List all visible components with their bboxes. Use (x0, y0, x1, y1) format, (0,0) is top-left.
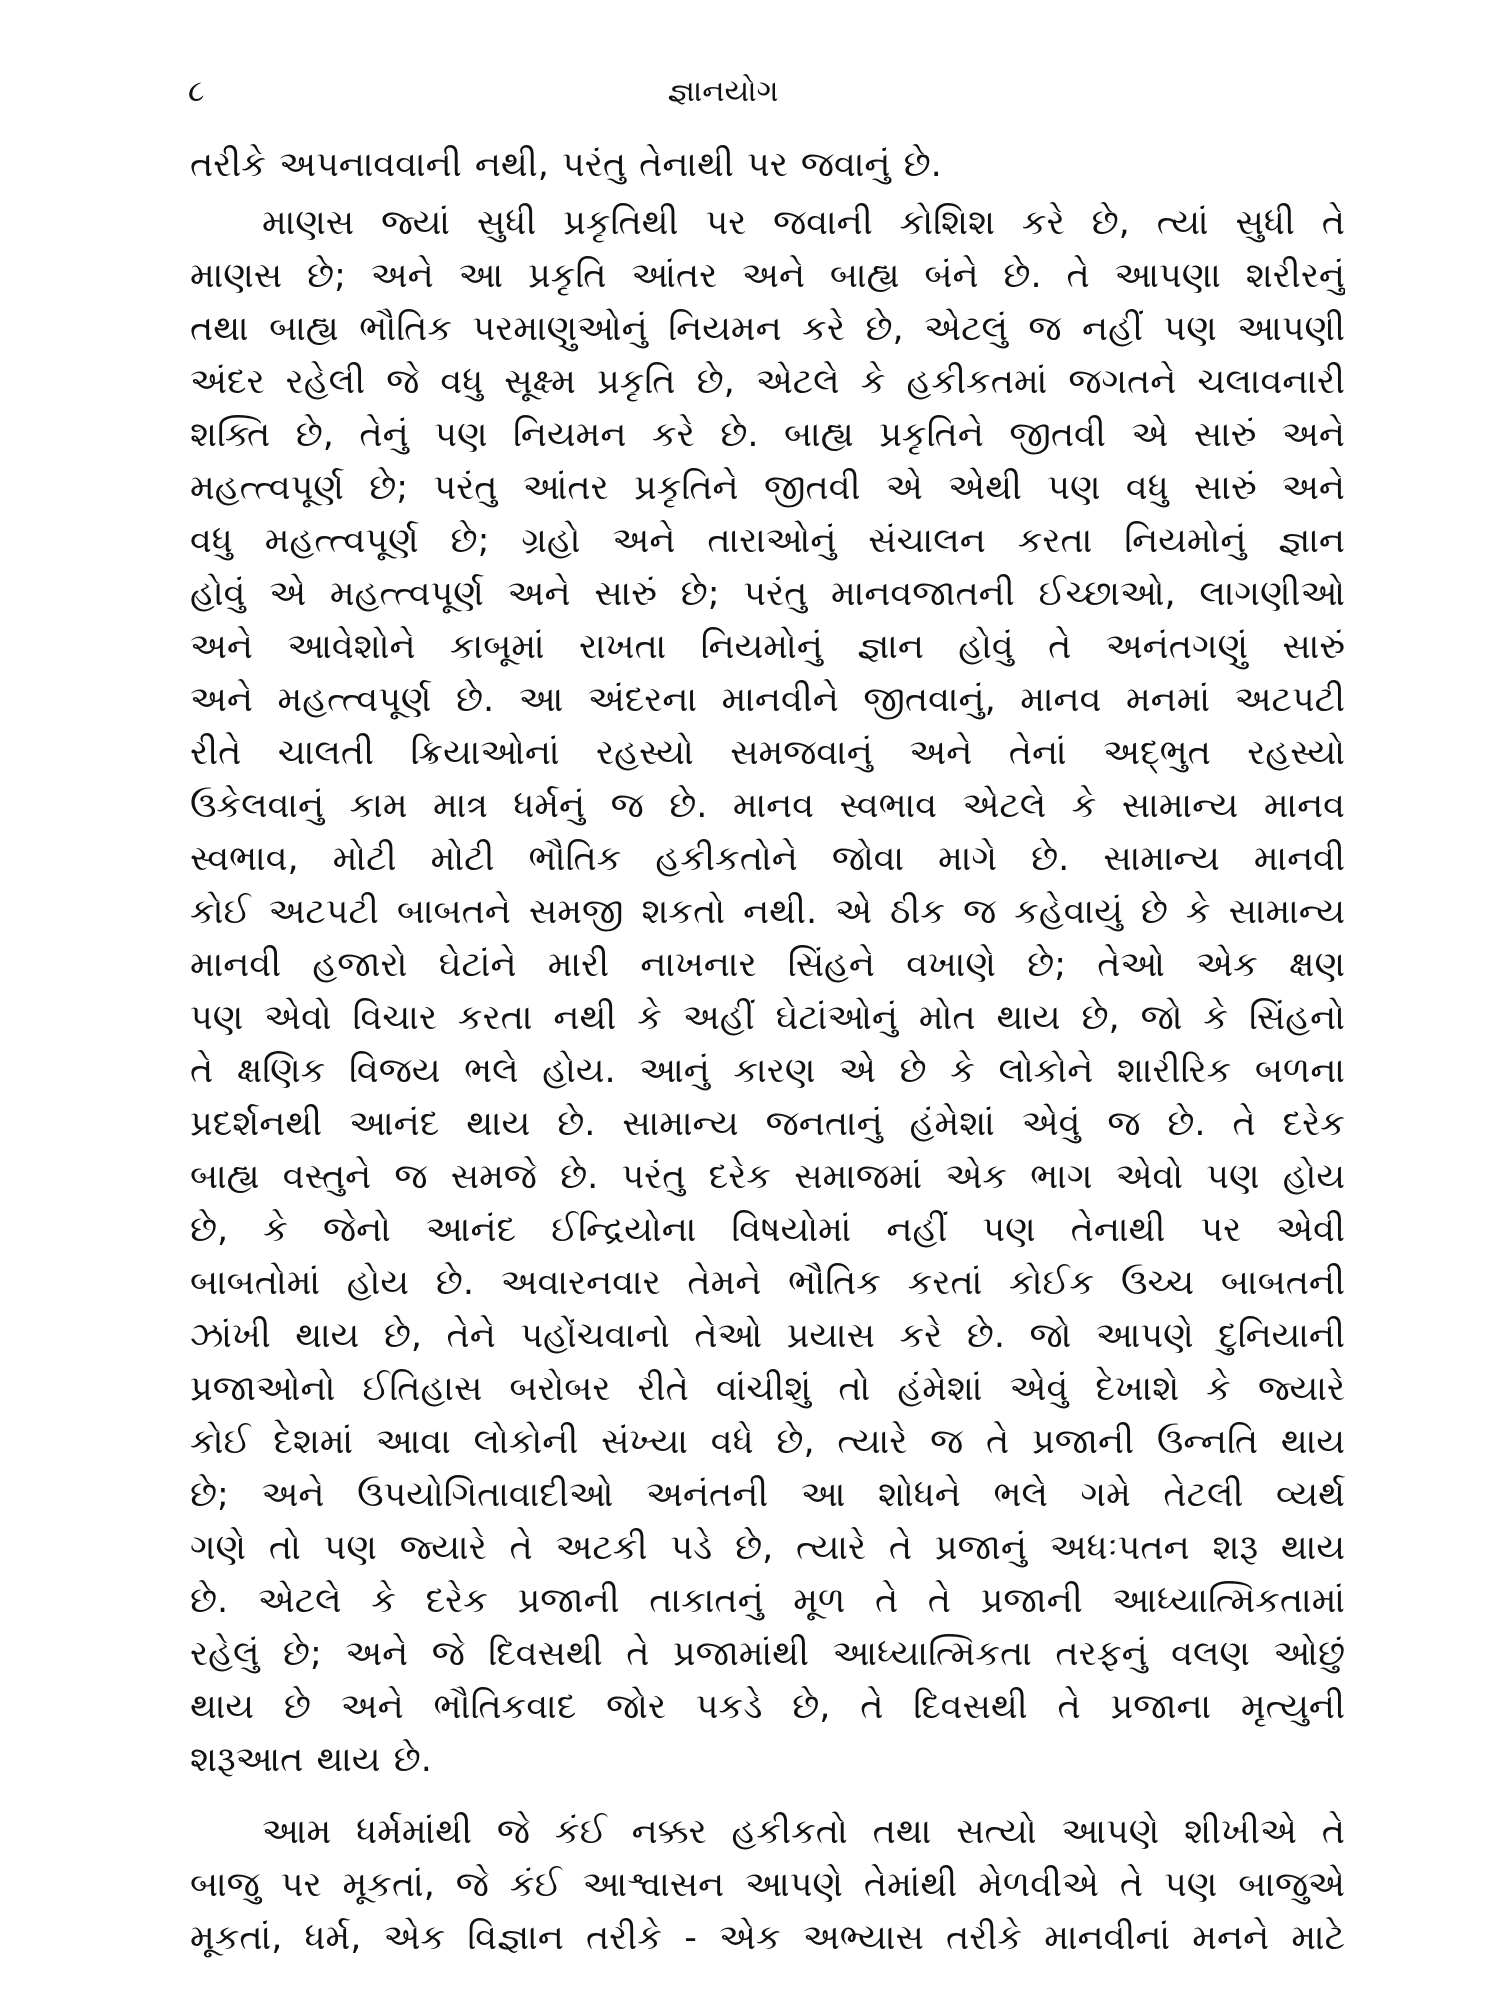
text-line: ઝાંખી થાય છે, તેને પહોંચવાનો તેઓ પ્રયાસ કરે છે. જો આપણે દુનિયાની (190, 1316, 1345, 1356)
text-line: થાય છે અને ભૌતિકવાદ જોર પકડે છે, તે દિવસથી તે પ્રજાના મૃત્યુની (190, 1687, 1345, 1727)
body-text (190, 139, 1345, 1965)
paragraph (190, 1806, 1345, 1965)
text-line: છે, કે જેનો આનંદ ઈન્દ્રિયોના વિષયોમાં નહીં પણ તેનાથી પર એવી (190, 1210, 1345, 1250)
text-line: પ્રદર્શનથી આનંદ થાય છે. સામાન્ય જનતાનું હંમેશાં એવું જ છે. તે દરેક (190, 1104, 1345, 1144)
text-line: શક્તિ છે, તેનું પણ નિયમન કરે છે. બાહ્ય પ્રકૃતિને જીતવી એ સારું અને (190, 415, 1345, 455)
text-line: માણસ છે; અને આ પ્રકૃતિ આંતર અને બાહ્ય બંને છે. તે આપણા શરીરનું (190, 256, 1345, 296)
text-line: મહત્ત્વપૂર્ણ છે; પરંતુ આંતર પ્રકૃતિને જીતવી એ એથી પણ વધુ સારું અને (190, 468, 1345, 508)
text-line: અને મહત્ત્વપૂર્ણ છે. આ અંદરના માનવીને જીતવાનું, માનવ મનમાં અટપટી (190, 680, 1345, 720)
text-line: મૂકતાં, ધર્મ, એક વિજ્ઞાન તરીકે - એક અભ્યાસ તરીકે માનવીનાં મનને માટે (190, 1918, 1345, 1958)
text-line: પણ એવો વિચાર કરતા નથી કે અહીં ઘેટાંઓનું મોત થાય છે, જો કે સિંહનો (190, 998, 1345, 1038)
text-line: રીતે ચાલતી ક્રિયાઓનાં રહસ્યો સમજવાનું અને તેનાં અદ્ભુત રહસ્યો (190, 733, 1345, 773)
text-line: તરીકે અપનાવવાની નથી, પરંતુ તેનાથી પર જવાનું છે. (190, 145, 942, 185)
paragraph (190, 197, 1345, 1787)
text-line: તે ક્ષણિક વિજય ભલે હોય. આનું કારણ એ છે કે લોકોને શારીરિક બળના (190, 1051, 1345, 1091)
paragraph-continuation (190, 139, 1345, 192)
text-line: માણસ જ્યાં સુધી પ્રકૃતિથી પર જવાની કોશિશ કરે છે, ત્યાં સુધી તે (262, 203, 1345, 243)
text-line: શરૂઆત થાય છે. (190, 1740, 432, 1780)
text-line: છે. એટલે કે દરેક પ્રજાની તાકાતનું મૂળ તે તે પ્રજાની આધ્યાત્મિકતામાં (190, 1581, 1345, 1621)
text-line: તથા બાહ્ય ભૌતિક પરમાણુઓનું નિયમન કરે છે, એટલું જ નહીં પણ આપણી (190, 309, 1345, 349)
text-line: ગણે તો પણ જ્યારે તે અટકી પડે છે, ત્યારે તે પ્રજાનું અધઃપતન શરૂ થાય (190, 1528, 1345, 1568)
text-line: હોવું એ મહત્ત્વપૂર્ણ અને સારું છે; પરંતુ માનવજાતની ઈચ્છાઓ, લાગણીઓ (190, 574, 1345, 614)
text-line: વધુ મહત્ત્વપૂર્ણ છે; ગ્રહો અને તારાઓનું સંચાલન કરતા નિયમોનું જ્ઞાન (190, 521, 1345, 561)
text-line: રહેલું છે; અને જે દિવસથી તે પ્રજામાંથી આધ્યાત્મિકતા તરફનું વલણ ઓછું (190, 1634, 1345, 1674)
text-line: બાજુ પર મૂકતાં, જે કંઈ આશ્વાસન આપણે તેમાંથી મેળવીએ તે પણ બાજુએ (190, 1865, 1345, 1905)
page-number: ૮ (188, 74, 205, 109)
text-line: બાબતોમાં હોય છે. અવારનવાર તેમને ભૌતિક કરતાં કોઈક ઉચ્ચ બાબતની (190, 1263, 1345, 1303)
text-line: બાહ્ય વસ્તુને જ સમજે છે. પરંતુ દરેક સમાજમાં એક ભાગ એવો પણ હોય (190, 1157, 1345, 1197)
running-title: જ્ઞાનયોગ (667, 74, 779, 109)
text-line: કોઈ દેશમાં આવા લોકોની સંખ્યા વધે છે, ત્યારે જ તે પ્રજાની ઉન્નતિ થાય (190, 1422, 1345, 1462)
text-line: સ્વભાવ, મોટી મોટી ભૌતિક હકીકતોને જોવા માગે છે. સામાન્ય માનવી (190, 839, 1345, 879)
text-line: અંદર રહેલી જે વધુ સૂક્ષ્મ પ્રકૃતિ છે, એટલે કે હકીકતમાં જગતને ચલાવનારી (190, 362, 1345, 402)
text-line: ઉકેલવાનું કામ માત્ર ધર્મનું જ છે. માનવ સ્વભાવ એટલે કે સામાન્ય માનવ (190, 786, 1345, 826)
text-line: કોઈ અટપટી બાબતને સમજી શકતો નથી. એ ઠીક જ કહેવાયું છે કે સામાન્ય (190, 892, 1345, 932)
text-line: છે; અને ઉપયોગિતાવાદીઓ અનંતની આ શોધને ભલે ગમે તેટલી વ્યર્થ (190, 1475, 1345, 1515)
text-line: અને આવેશોને કાબૂમાં રાખતા નિયમોનું જ્ઞાન હોવું તે અનંતગણું સારું (190, 627, 1345, 667)
text-line: માનવી હજારો ઘેટાંને મારી નાખનાર સિંહને વખાણે છે; તેઓ એક ક્ષણ (190, 945, 1345, 985)
text-line: આમ ધર્મમાંથી જે કંઈ નક્કર હકીકતો તથા સત્યો આપણે શીખીએ તે (262, 1812, 1345, 1852)
text-line: પ્રજાઓનો ઈતિહાસ બરોબર રીતે વાંચીશું તો હંમેશાં એવું દેખાશે કે જ્યારે (190, 1369, 1345, 1409)
